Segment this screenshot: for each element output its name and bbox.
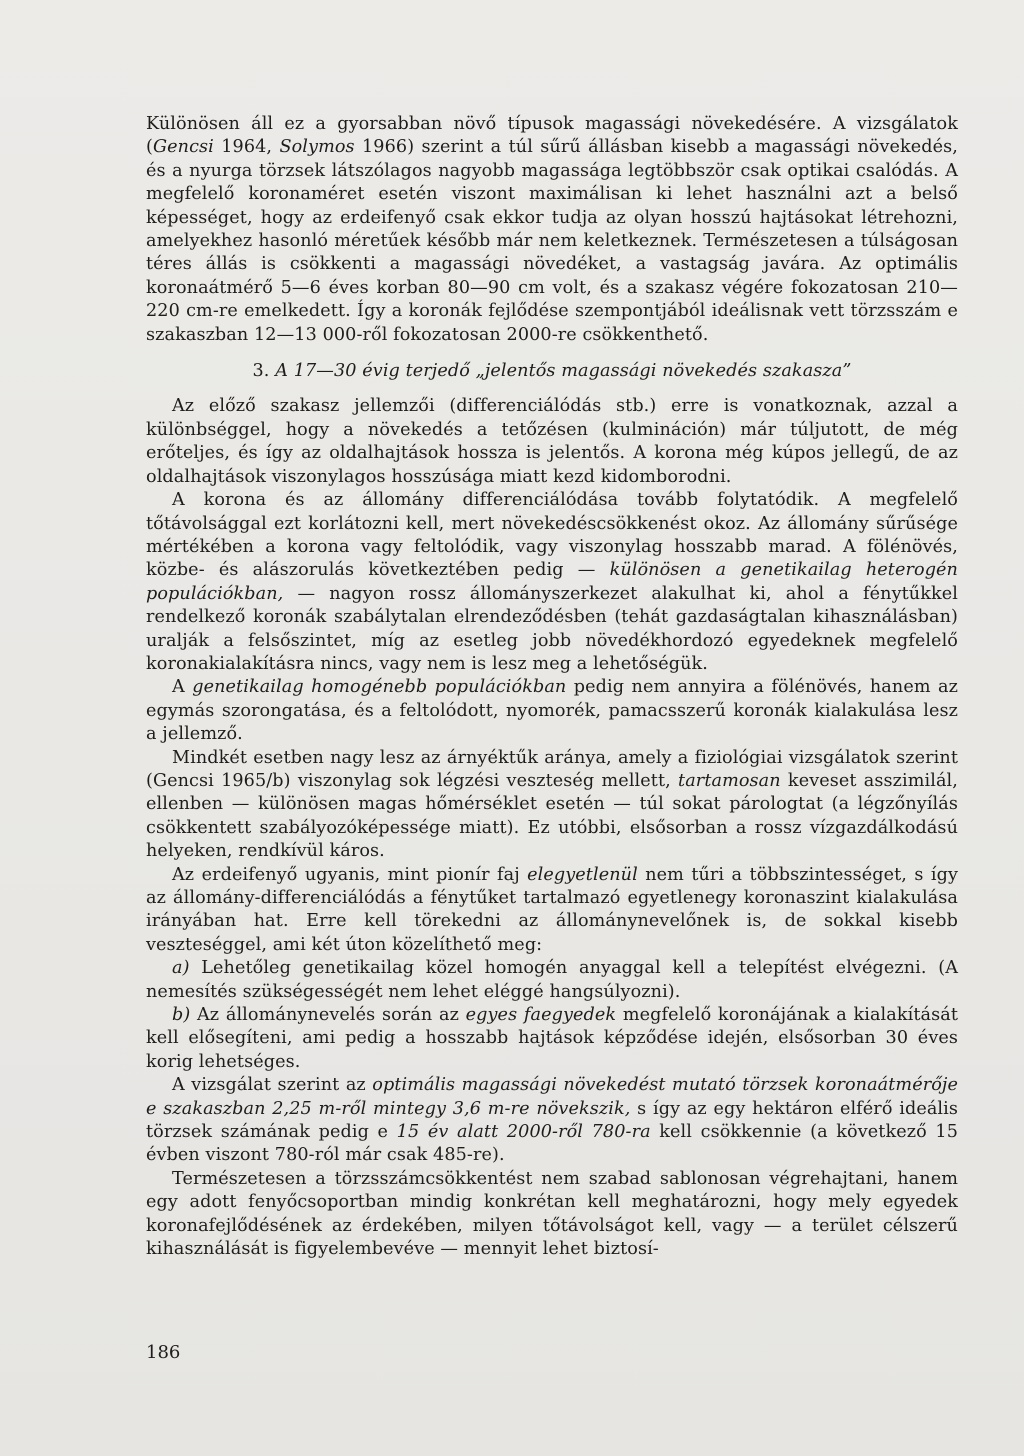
list-marker: a) [172,958,190,979]
text-run: A [172,677,193,698]
emphasis: elegyetlenül [527,864,638,885]
paragraph [146,864,958,958]
text-run: nem tűri a többszintességet, s így az állomány-differenciálódás a fénytűket tartalmazó egyetlenegy koronaszint kialakulása irányában hat. Erre kell törekedni az állománynevelőnek is, de sokkal kisebb veszteséggel, ami két úton közelíthető meg: [146,864,958,955]
text-run: — nagyon rossz állományszerkezet alakulhat ki, ahol a fénytűkkel rendelkező koronák szabálytalan elrendeződésben (tehát gazdaságtalan kihasználásban) uralják a felsőszintet, míg az esetleg jobb növedékhordozó egyedeknek megfelelő koronakialakításra nincs, vagy nem is lesz meg a lehetőségük. [146,583,958,674]
text-run: Mindkét esetben nagy lesz az árnyéktűk aránya, amely a fiziológiai vizsgálatok szerint (Gencsi 1965/b) viszonylag sok légzési veszteség mellett, [146,747,958,791]
list-item-a [146,957,958,1004]
emphasis: egyes faegyedek [465,1005,617,1026]
list-item-b [146,1004,958,1074]
text-run: pedig nem annyira a fölénövés, hanem az egymás szorongatása, és a feltolódott, nyomorék, pamacsszerű koronák kialakulása lesz a jellemző. [146,677,959,745]
paragraph: Az előző szakasz jellemzői (differenciálódás stb.) erre is vonatkoznak, azzal a különbséggel, hogy a növekedés a tetőzésen (kulmináción) már túljutott, de még erőteljes, és így az oldalhajtások hossza is jelentős. A korona még kúpos jellegű, de az oldalhajtások viszonylagos hosszúsága miatt kezd kidomborodni. [146,396,958,487]
citation-author: Solymos [279,137,355,158]
text-run: A vizsgálat szerint az [172,1075,373,1096]
text-run: 1966) szerint a túl sűrű állásban kisebb a magassági növekedés, és a nyurga törzsek látszólagos nagyobb magassága legtöbbször csak optikai csalódás. A megfelelő koronaméret esetén viszont maximálisan ki lehet használni azt a belső képességet, hogy az erdeifenyő csak ekkor tudja az olyan hosszú hajtásokat létrehozni, amelyekhez hasonló méretűek később már nem keletkeznek. Természetesen a túlságosan téres állás is csökkenti a magassági növedéket, a vastagság javára. Az optimális koronaátmérő 5—6 éves korban 80—90 cm volt, és a szakasz végére fokozatosan 210—220 cm-re emelkedett. Így a koronák fejlődése szempontjából ideálisnak vett törzsszám e szakaszban 12—13 000-ről fokozatosan 2000-re csökkenthető. [146,137,958,345]
text-run: s így az egy hektáron elférő ideális törzsek számának pedig e [146,1098,958,1143]
paragraph [146,676,958,746]
paragraph [146,747,958,864]
citation-author: Gencsi [152,137,214,158]
list-marker: b) [172,1005,191,1026]
paragraph: Természetesen a törzsszámcsökkentést nem szabad sablonosan végrehajtani, hanem egy adott fenyőcsoportban mindig konkrétan kell meghatározni, hogy mely egyedek koronafejlődésének az érdekében, milyen tőtávolságot kell, vagy — a terület célszerű kihasználását is figyelembevéve — mennyit lehet biztosí- [146,1168,958,1260]
text-run: Lehetőleg genetikailag közel homogén anyaggal kell a telepítést elvégezni. (A nemesítés szükségességét nem lehet eléggé hangsúlyozni). [146,958,958,1002]
text-run: megfelelő koronájának a kialakítását kell elősegíteni, ami pedig a hosszabb hajtások képződése idején, elsősorban 30 éves korig lehetséges. [146,1005,959,1072]
text-run: keveset asszimilál, ellenben — különösen magas hőmérséklet esetén — túl sokat párologtat (a légzőnyílás csökkentett szabályozóképessége miatt). Ez utóbbi, elsősorban a rossz vízgazdálkodású helyeken, rendkívül káros. [146,770,958,862]
paragraph [146,1074,958,1168]
emphasis: genetikailag homogénebb populációkban [192,677,567,698]
section-number: 3. [252,361,270,382]
section-title: A 17—30 évig terjedő „jelentős magassági növekedés szakasza” [275,361,852,382]
section-heading [146,360,958,383]
text-run: A korona és az állomány differenciálódása tovább folytatódik. A megfelelő tőtávolsággal ezt korlátozni kell, mert növekedéscsökkenést okoz. Az állomány sűrűsége mértékében a korona vagy feltolódik, vagy viszonylag hosszabb marad. A fölénövés, közbe- és alászorulás következtében pedig — [146,490,958,581]
paragraph [146,113,958,347]
emphasis: különösen a genetikailag heterogén populációkban, [146,560,958,604]
emphasis: tartamosan [678,770,781,791]
emphasis: optimális magassági növekedést mutató törzsek koronaátmérője e szakaszban 2,25 m-ről mintegy 3,6 m-re növekszik, [146,1075,958,1119]
text-run: Az állománynevelés során az [190,1005,466,1026]
page-number: 186 [146,1342,181,1363]
text-run: kell csökkennie (a következő 15 évben viszont 780-ról már csak 485-re). [146,1122,959,1166]
paragraph [146,489,958,676]
body-text [146,113,958,1262]
text-run: Az erdeifenyő ugyanis, mint pionír faj [172,864,528,885]
text-run: Különösen áll ez a gyorsabban növő típusok magassági növekedésére. A vizsgálatok ( [146,114,958,158]
text-run: 1964, [213,137,280,158]
emphasis: 15 év alatt 2000-ről 780-ra [396,1122,651,1143]
